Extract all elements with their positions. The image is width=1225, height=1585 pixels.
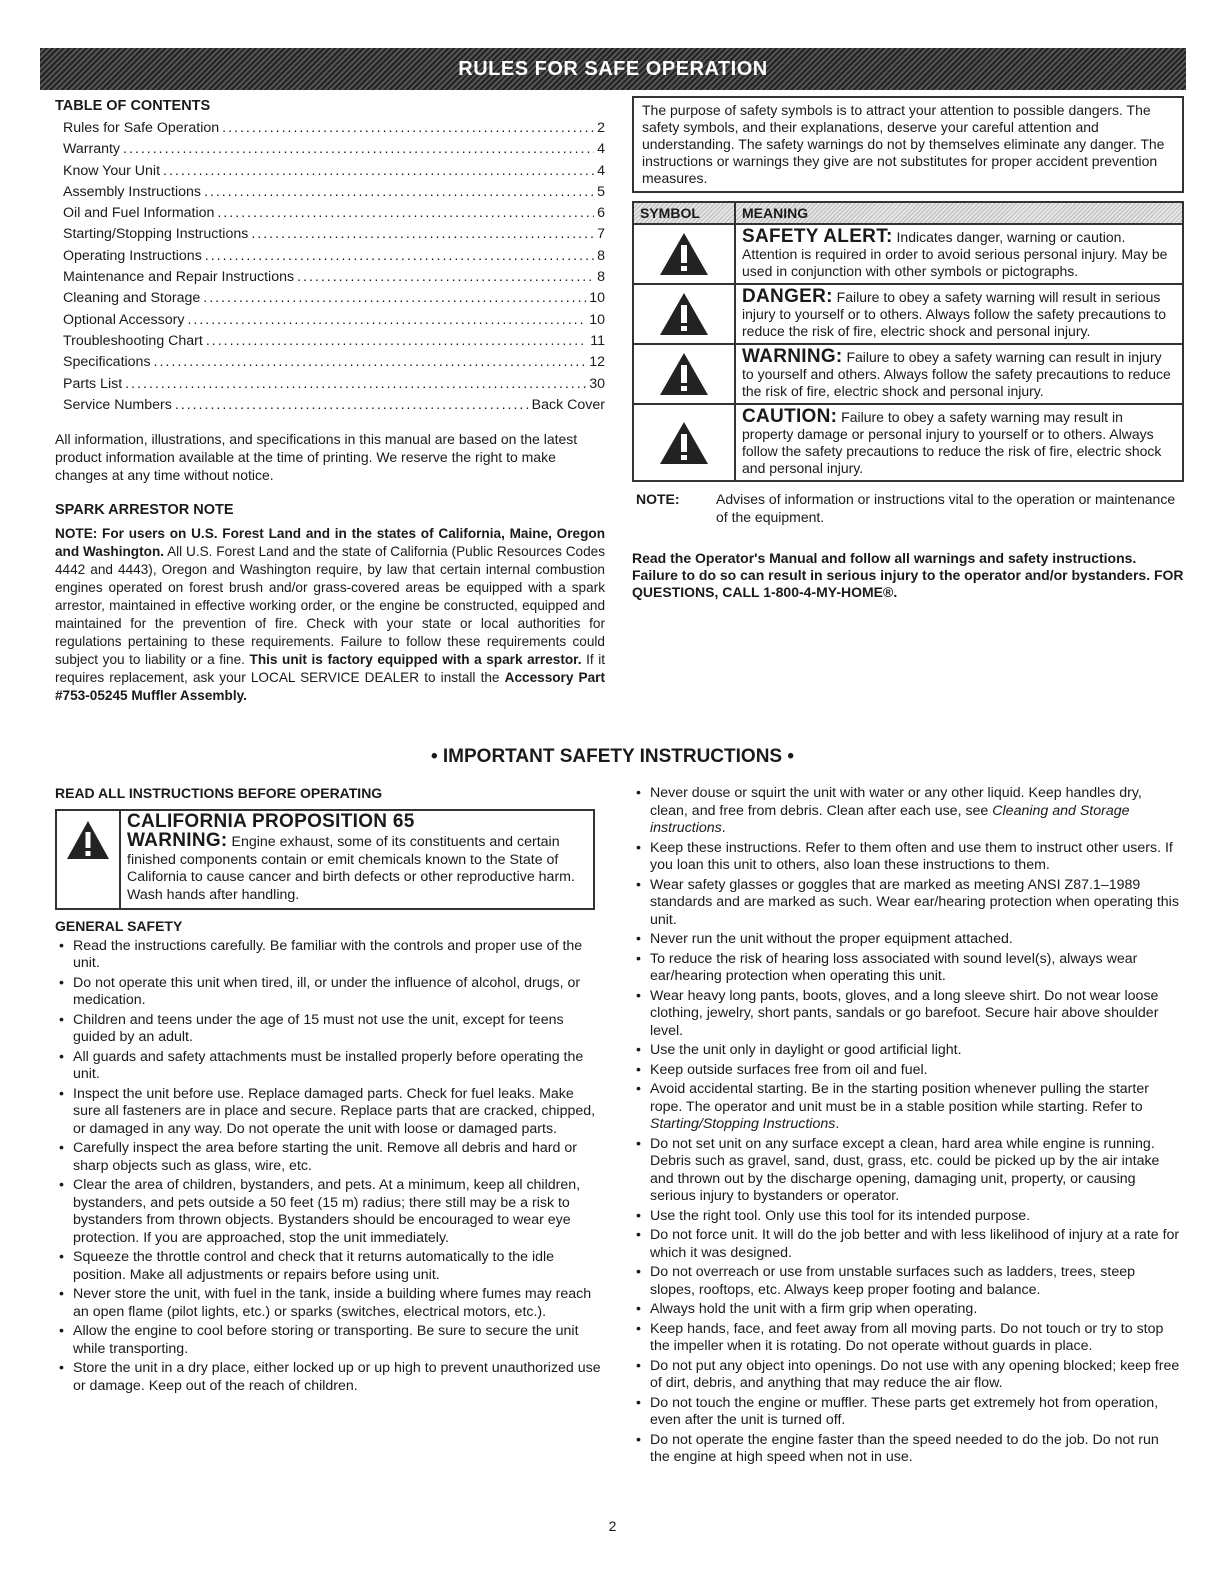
list-item: • Store the unit in a dry place, either locked up or up high to prevent unauthorized use or damage. Keep out of the reach of children. bbox=[55, 1360, 605, 1395]
symbol-table bbox=[632, 201, 1184, 482]
toc-entry bbox=[55, 118, 605, 139]
meaning-cell bbox=[736, 225, 1182, 283]
toc-entry-title: Starting/Stopping Instructions bbox=[63, 226, 249, 243]
list-item: • Read the instructions carefully. Be familiar with the controls and proper use of the unit. bbox=[55, 938, 605, 973]
table-of-contents bbox=[55, 118, 605, 416]
bottom-right-column bbox=[632, 785, 1180, 1469]
safety-list-continued bbox=[632, 785, 1180, 838]
toc-entry bbox=[55, 139, 605, 160]
safety-alert-icon bbox=[658, 291, 710, 337]
symbol-rows bbox=[634, 225, 1182, 480]
symbol-text: Failure to obey a safety warning will result in serious injury to yourself or to others. Always follow the safety precautions to reduce the risk of fire, electric shock and personal injury. bbox=[742, 289, 1167, 339]
toc-entry bbox=[55, 352, 605, 373]
list-item: • Squeeze the throttle control and check that it returns automatically to the idle position. Make all adjustments or repairs before using unit. bbox=[55, 1249, 605, 1284]
list-item: • Do not overreach or use from unstable surfaces such as ladders, trees, steep slopes, rooftops, etc. Always keep proper footing and balance. bbox=[632, 1264, 1180, 1299]
toc-entry bbox=[55, 203, 605, 224]
list-item: • Clear the area of children, bystanders, and pets. At a minimum, keep all children, bystanders, and pets outside a 50 feet (15 m) radius; there still may be a risk to bystanders from thrown objects. Bystanders should be encouraged to wear eye protection. If you are approached, stop the unit immediately. bbox=[55, 1177, 605, 1247]
safety-alert-icon bbox=[658, 420, 710, 466]
list-item bbox=[632, 785, 1180, 838]
prop65-title: CALIFORNIA PROPOSITION 65 bbox=[127, 810, 415, 832]
toc-entry-page: 2 bbox=[597, 120, 605, 136]
toc-entry-title: Optional Accessory bbox=[63, 311, 185, 328]
toc-entry-page: 8 bbox=[597, 269, 605, 286]
toc-entry bbox=[55, 395, 605, 416]
list-item: • Do not set unit on any surface except a clean, hard area while engine is running. Debris such as gravel, sand, dust, grass, etc. could be picked up by the air intake and thrown out by the discharge opening, damaging unit, property, or causing serious injury to bystanders or operator. bbox=[632, 1136, 1180, 1206]
list-item-text: Avoid accidental starting. Be in the starting position whenever pulling the starter rope. The operator and unit must be in a stable position while starting. Refer to bbox=[650, 1081, 1149, 1115]
list-item: • All guards and safety attachments must be installed properly before operating the unit. bbox=[55, 1049, 605, 1084]
symbol-label: CAUTION: bbox=[742, 406, 838, 427]
list-item: • Keep these instructions. Refer to them often and use them to instruct other users. If you loan this unit to others, also loan these instructions to them. bbox=[632, 840, 1180, 875]
right-column bbox=[632, 96, 1184, 601]
list-item: • Do not put any object into openings. Do not use with any opening blocked; keep free of dirt, debris, and anything that may reduce the air flow. bbox=[632, 1358, 1180, 1393]
list-item: • Use the right tool. Only use this tool for its intended purpose. bbox=[632, 1208, 1180, 1226]
toc-leader bbox=[222, 118, 594, 139]
list-item: • To reduce the risk of hearing loss associated with sound level(s), always wear ear/hearing protection when operating this unit. bbox=[632, 951, 1180, 986]
list-item: • Never store the unit, with fuel in the tank, inside a building where fumes may reach an open flame (pilot lights, etc.) or sparks (switches, electrical motors, etc.). bbox=[55, 1286, 605, 1321]
symbol-text: Indicates danger, warning or caution. Attention is required in order to avoid serious personal injury. May be used in conjunction with other symbols or pictographs. bbox=[742, 229, 1168, 279]
spark-arrestor-note bbox=[55, 525, 605, 705]
toc-leader bbox=[125, 374, 586, 395]
note-row bbox=[632, 490, 1184, 526]
symbol-cell bbox=[634, 405, 736, 480]
toc-leader bbox=[205, 246, 594, 267]
toc-leader bbox=[163, 161, 594, 182]
list-item: • Do not operate the engine faster than the speed needed to do the job. Do not run the engine at high speed when not in use. bbox=[632, 1432, 1180, 1467]
safety-alert-icon bbox=[658, 351, 710, 397]
list-item: • Always hold the unit with a firm grip when operating. bbox=[632, 1301, 1180, 1319]
toc-entry-title: Assembly Instructions bbox=[63, 183, 201, 200]
meaning-cell bbox=[736, 345, 1182, 403]
page-number: 2 bbox=[608, 1518, 617, 1534]
toc-leader bbox=[175, 395, 529, 416]
symbol-table-header bbox=[634, 203, 1182, 225]
list-item-text: Never douse or squirt the unit with water or any other liquid. Keep handles dry, clean, and free from debris. Clean after each use, see bbox=[650, 785, 1142, 819]
toc-entry-page: 6 bbox=[597, 205, 605, 222]
toc-leader bbox=[187, 310, 586, 331]
toc-leader bbox=[297, 267, 594, 288]
toc-entry-page: 12 bbox=[589, 354, 605, 371]
toc-entry-page: 4 bbox=[597, 141, 605, 158]
toc-leader bbox=[203, 288, 586, 309]
spark-arrestor-heading: SPARK ARRESTOR NOTE bbox=[55, 502, 234, 519]
toc-entry-title: Parts List bbox=[63, 375, 123, 392]
list-item: • Do not touch the engine or muffler. These parts get extremely hot from operation, even after the unit is turned off. bbox=[632, 1395, 1180, 1430]
symbol-row bbox=[634, 405, 1182, 480]
toc-entry-title: Cleaning and Storage bbox=[63, 290, 201, 307]
toc-entry-title: Service Numbers bbox=[63, 396, 172, 413]
toc-entry-title: Operating Instructions bbox=[63, 247, 202, 264]
prop65-box bbox=[55, 809, 595, 911]
list-item: • Do not operate this unit when tired, ill, or under the influence of alcohol, drugs, or medication. bbox=[55, 975, 605, 1010]
symbol-label: SAFETY ALERT: bbox=[742, 226, 893, 247]
toc-leader bbox=[123, 139, 594, 160]
toc-entry-page: 10 bbox=[589, 290, 605, 307]
meaning-cell bbox=[736, 285, 1182, 343]
safety-alert-icon bbox=[658, 231, 710, 277]
symbol-row bbox=[634, 225, 1182, 285]
toc-heading: TABLE OF CONTENTS bbox=[55, 98, 211, 114]
toc-entry-title: Specifications bbox=[63, 354, 151, 371]
spark-bold-3: Accessory Part #753-05245 Muffler Assembly. bbox=[55, 670, 606, 704]
bottom-left-column bbox=[55, 785, 605, 1397]
toc-entry-page: 5 bbox=[597, 183, 605, 200]
symbol-text: Failure to obey a safety warning may result in property damage or personal injury to yourself or to others. Always follow the safety precautions to reduce the risk of fire, electric shock and personal injury. bbox=[742, 409, 1162, 476]
toc-entry-page: 10 bbox=[589, 311, 605, 328]
symbol-cell bbox=[634, 225, 736, 283]
toc-entry-page: 11 bbox=[590, 332, 605, 349]
list-item-text: . bbox=[721, 820, 726, 836]
prop65-warning-label: WARNING: bbox=[127, 830, 228, 851]
list-item-italic: Starting/Stopping Instructions bbox=[650, 1116, 836, 1132]
toc-leader bbox=[206, 331, 587, 352]
list-item: • Children and teens under the age of 15 must not use the unit, except for teens guided by an adult. bbox=[55, 1012, 605, 1047]
general-safety-list bbox=[55, 938, 605, 1396]
safety-list-b bbox=[632, 1136, 1180, 1467]
prop65-warning bbox=[127, 832, 585, 904]
prop65-icon-cell bbox=[57, 811, 121, 909]
list-item: • Do not force unit. It will do the job better and with less likelihood of injury at a rate for which it was designed. bbox=[632, 1227, 1180, 1262]
symbol-text: Failure to obey a safety warning can result in injury to yourself and others. Always follow the safety precautions to reduce the risk of fire, electric shock and personal injury. bbox=[742, 349, 1171, 399]
safety-list-a bbox=[632, 840, 1180, 1080]
list-item: • Wear heavy long pants, boots, gloves, and a long sleeve shirt. Do not wear loose clothing, jewelry, short pants, sandals or go barefoot. Secure hair above shoulder level. bbox=[632, 988, 1180, 1041]
note-label: NOTE: bbox=[636, 491, 680, 507]
toc-entry-page: 7 bbox=[597, 226, 605, 243]
symbol-row bbox=[634, 345, 1182, 405]
toc-entry-page: 8 bbox=[597, 247, 605, 264]
toc-entry-title: Warranty bbox=[63, 141, 121, 158]
toc-entry bbox=[55, 288, 605, 309]
toc-entry bbox=[55, 310, 605, 331]
symbol-label: WARNING: bbox=[742, 346, 843, 367]
symbol-row bbox=[634, 285, 1182, 345]
section-banner: RULES FOR SAFE OPERATION bbox=[40, 48, 1186, 90]
toc-entry bbox=[55, 161, 605, 182]
spark-bold-1: NOTE: For users on U.S. Forest Land and in the states of California, Maine, Oregon and Washington. bbox=[55, 526, 605, 560]
toc-entry bbox=[55, 374, 605, 395]
list-item-text: . bbox=[835, 1116, 840, 1132]
toc-entry bbox=[55, 246, 605, 267]
general-safety-heading: GENERAL SAFETY bbox=[55, 918, 183, 934]
list-item: • Inspect the unit before use. Replace damaged parts. Check for fuel leaks. Make sure all fasteners are in place and secure. Replace parts that are cracked, chipped, or damaged in any way. Do not operate the unit with loose or damaged parts. bbox=[55, 1086, 605, 1139]
toc-entry bbox=[55, 331, 605, 352]
safety-list-starting bbox=[632, 1081, 1180, 1134]
read-manual-warning: Read the Operator's Manual and follow all warnings and safety instructions. Failure to do so can result in serious injury to the operator and/or bystanders. FOR QUESTIONS, CALL 1-800-4-MY-HOME®. bbox=[632, 550, 1184, 600]
prop65-warning-text: Engine exhaust, some of its constituents and certain finished components contain or emit chemicals known to the State of California to cause cancer and birth defects or other reproductive harm. Wash hands after handling. bbox=[127, 834, 575, 903]
toc-entry-title: Know Your Unit bbox=[63, 162, 161, 179]
spark-text-2: If it requires replacement, ask your LOCAL SERVICE DEALER to install the bbox=[55, 652, 606, 686]
read-all-heading: READ ALL INSTRUCTIONS BEFORE OPERATING bbox=[55, 785, 383, 801]
list-item: • Allow the engine to cool before storing or transporting. Be sure to secure the unit while transporting. bbox=[55, 1323, 605, 1358]
note-text: Advises of information or instructions vital to the operation or maintenance of the equipment. bbox=[716, 491, 1176, 525]
col-meaning: MEANING bbox=[742, 205, 809, 221]
toc-entry-page: 30 bbox=[589, 375, 605, 392]
symbol-cell bbox=[634, 345, 736, 403]
list-item: • Keep outside surfaces free from oil and fuel. bbox=[632, 1062, 1180, 1080]
col-symbol: SYMBOL bbox=[634, 203, 736, 223]
info-paragraph: All information, illustrations, and specifications in this manual are based on the latest product information available at the time of printing. We reserve the right to make changes at any time without notice. bbox=[55, 431, 578, 484]
toc-entry-title: Troubleshooting Chart bbox=[63, 332, 203, 349]
left-column bbox=[55, 96, 605, 705]
list-item: • Keep hands, face, and feet away from all moving parts. Do not touch or try to stop the impeller when it is rotating. Do not operate without guards in place. bbox=[632, 1321, 1180, 1356]
warning-triangle-icon bbox=[65, 819, 111, 861]
toc-leader bbox=[251, 224, 594, 245]
list-item-italic: Cleaning and Storage instructions bbox=[650, 802, 1130, 836]
toc-entry-page: 4 bbox=[597, 162, 605, 179]
toc-entry-page: Back Cover bbox=[531, 396, 605, 413]
list-item: • Wear safety glasses or goggles that are marked as meeting ANSI Z87.1–1989 standards and are marked as such. Wear ear/hearing protection when operating this unit. bbox=[632, 877, 1180, 930]
list-item: • Carefully inspect the area before starting the unit. Remove all debris and hard or sharp objects such as glass, wire, etc. bbox=[55, 1140, 605, 1175]
safety-symbols-purpose: The purpose of safety symbols is to attract your attention to possible dangers. The safety symbols, and their explanations, deserve your careful attention and understanding. The safety warnings do not by themselves eliminate any danger. The instructions or warnings they give are not substitutes for proper accident prevention measures. bbox=[632, 96, 1184, 193]
prop65-text bbox=[121, 811, 593, 909]
list-item: • Use the unit only in daylight or good artificial light. bbox=[632, 1042, 1180, 1060]
toc-entry-title: Rules for Safe Operation bbox=[63, 120, 220, 136]
list-item: • Never run the unit without the proper equipment attached. bbox=[632, 931, 1180, 949]
toc-entry bbox=[55, 267, 605, 288]
toc-entry bbox=[55, 224, 605, 245]
toc-entry-title: Maintenance and Repair Instructions bbox=[63, 269, 295, 286]
symbol-cell bbox=[634, 285, 736, 343]
toc-entry bbox=[55, 182, 605, 203]
toc-leader bbox=[154, 352, 587, 373]
symbol-label: DANGER: bbox=[742, 286, 833, 307]
toc-leader bbox=[217, 203, 594, 224]
toc-entry-title: Oil and Fuel Information bbox=[63, 205, 215, 222]
important-safety-heading: • IMPORTANT SAFETY INSTRUCTIONS • bbox=[430, 746, 795, 767]
spark-bold-2: This unit is factory equipped with a spark arrestor. bbox=[249, 652, 582, 668]
list-item bbox=[632, 1081, 1180, 1134]
spark-text-1: All U.S. Forest Land and the state of California (Public Resources Codes 4442 and 4443), Oregon and Washington require, by law that certain internal combustion engines operated on forest brush and/or grass-covered areas be equipped with a spark arrestor, maintained in effective working order, or the engine be constructed, equipped and maintained for the prevention of fire. Check with your state or local authorities for regulations pertaining to these requirements. Failure to follow these requirements could subject you to liability or a fine. bbox=[55, 544, 605, 668]
meaning-cell bbox=[736, 405, 1182, 480]
toc-leader bbox=[204, 182, 594, 203]
